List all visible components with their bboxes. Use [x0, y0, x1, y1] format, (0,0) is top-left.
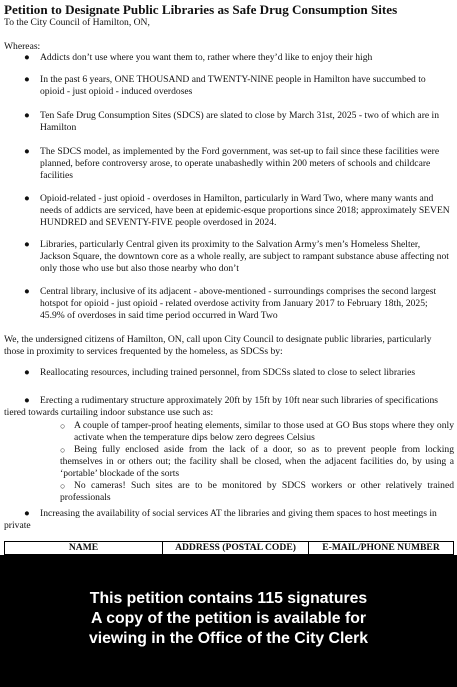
- column-header-contact: E-MAIL/PHONE NUMBER: [322, 542, 440, 553]
- bullet-icon: ●: [24, 286, 30, 297]
- bullet-icon: ●: [24, 110, 30, 121]
- petition-title: Petition to Designate Public Libraries as Safe Drug Consumption Sites: [4, 2, 398, 17]
- circle-bullet-icon: ○: [60, 445, 66, 455]
- column-header-name: NAME: [5, 542, 163, 554]
- bullet-icon: ●: [24, 239, 30, 250]
- banner-line-3: viewing in the Office of the City Clerk: [88, 630, 369, 647]
- banner-line-2: A copy of the petition is available for: [90, 610, 367, 627]
- bullet-icon: ●: [24, 193, 30, 204]
- signature-notice-banner: [0, 555, 457, 687]
- bullet-icon: ●: [24, 395, 30, 406]
- addressee: To the City Council of Hamilton, ON,: [4, 17, 150, 28]
- banner-line-1: This petition contains 115 signatures: [89, 590, 368, 607]
- column-header-address: ADDRESS (POSTAL CODE): [163, 542, 309, 554]
- action-item-text: Erecting a rudimentary structure approximately 20ft by 15ft by 10ft near such libraries of specifications tiered towards curtailing indoor substance use such as:: [4, 395, 439, 418]
- bullet-icon: ●: [24, 52, 30, 63]
- action-item-text: Increasing the availability of social services AT the libraries and giving them spaces to host meetings in private: [4, 508, 437, 531]
- bullet-icon: ●: [24, 146, 30, 157]
- circle-bullet-icon: ○: [60, 421, 66, 431]
- petition-document: Petition to Designate Public Libraries as Safe Drug Consumption Sites To the City Council of Hamilton, ON, Whereas: ● Addicts don’t use where you want them to, rather where they’d like to enjoy their high ● In the past 6 years, ONE THOUSAND and TWENTY-NINE people in Hamilton have succumbed to opioid - just opioid - induced overdoses ● Ten Safe Drug Consumption Sites (SDCS) are slated to close by March 31st, 2025 - two of which are in Hamilton ● The SDCS model, as implemented by the Ford government, was set-up to fail since these facilities were planned, before controversy arose, to operate unabashedly within 200 meters of schools and childcare facilities ● Opioid-related - just opioid - overdoses in Hamilton, particularly in Ward Two, where many wants and needs of addicts are serviced, have been at epidemic-esque proportions since 2018; approximately SEVEN HUNDRED and SEVENTY-FIVE people overdosed in 2024. ● Libraries, particularly Central given its proximity to the Salvation Army’s men’s Homeless Shelter, Jackson Square, the downtown core as a whole really, are subject to rampant substance abuse affecting not only those who use but also those nearby who don’t ● Central library, inclusive of its adjacent - above-mentioned - surroundings comprises the second largest hotspot for opioid - just opioid - related overdose activity from January 2017 to February 18th, 2025; 45.9% of overdoses in said time period occurred in Ward Two We, the undersigned citizens of Hamilton, ON, call upon City Council to designate public libraries, particularly those in proximity to services frequented by the homeless, as SDCSs by: ● Reallocating resources, including trained personnel, from SDCSs slated to close to select libraries ● Erecting a rudimentary structure approximately 20ft by 15ft by 10ft near such libraries of specifications tiered towards curtailing indoor substance use such as: ○ A couple of tamper-proof heating elements, similar to those used at GO Bus stops where they only activate when the temperature dips below zero degrees Celsius ○ Being fully enclosed aside from the lack of a door, so as to prevent people from locking themselves in or others out; the facility shall be closed, when the adjacent facilities do, by using a ‘portable’ blockade of the sorts ○ No cameras! Such sites are to be monitored by SDCS workers or other relatively trained professionals ● Increasing the availability of social services AT the libraries and giving them spaces to host meetings in private NAME ADDRESS (POSTAL CODE) E-MAIL/PHONE NUMBER: [4, 2, 454, 553]
- bullet-icon: ●: [24, 74, 30, 85]
- signature-table-header: [4, 541, 454, 555]
- bullet-icon: ●: [24, 367, 30, 378]
- bullet-icon: ●: [24, 508, 30, 519]
- resolution-text: We, the undersigned citizens of Hamilton, ON, call upon City Council to designate public libraries, particularly those in proximity to services frequented by the homeless, as SDCSs by:: [4, 334, 432, 357]
- circle-bullet-icon: ○: [60, 481, 66, 491]
- whereas-label: Whereas:: [4, 41, 41, 52]
